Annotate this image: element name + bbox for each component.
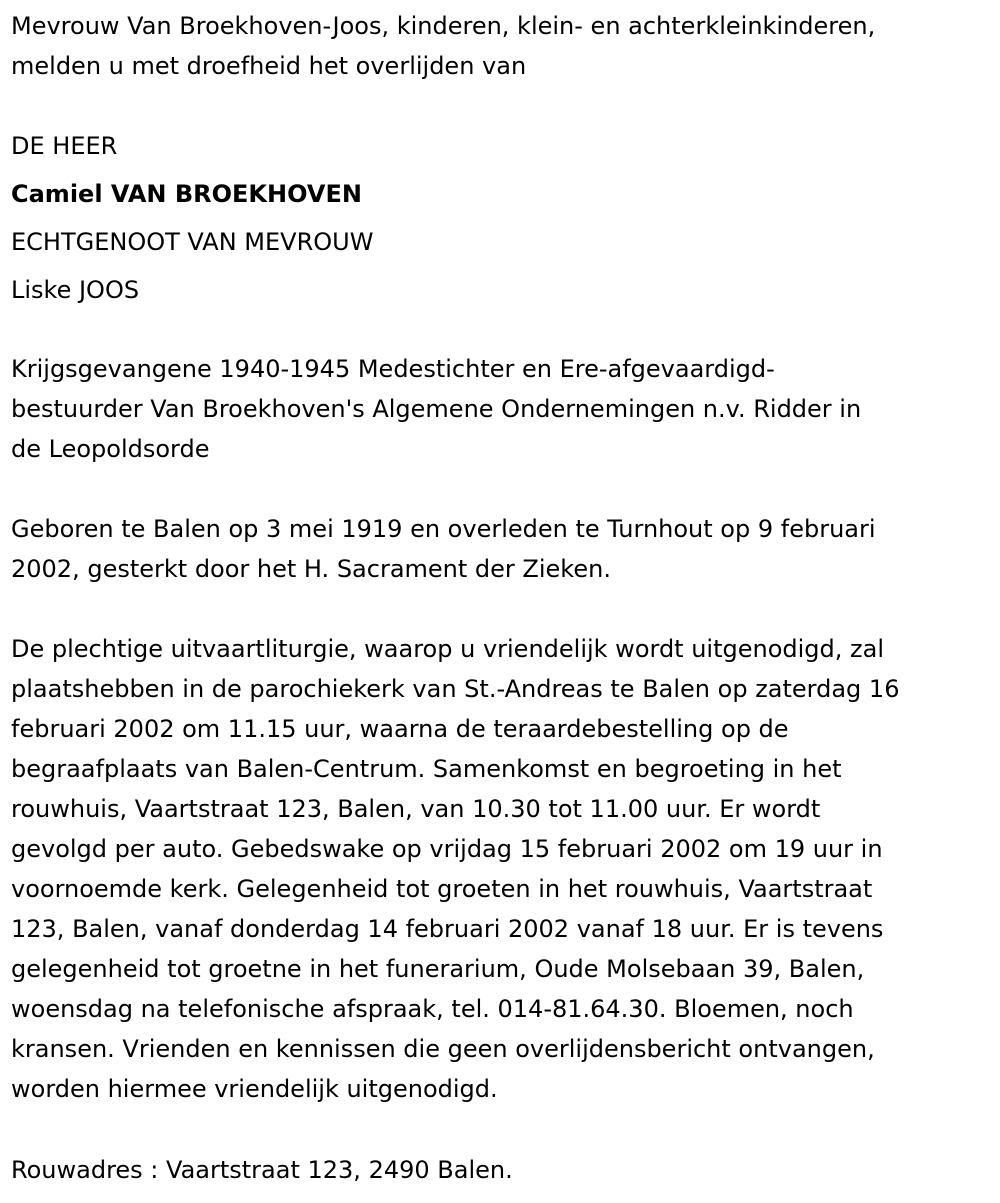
funeral-line: woensdag na telefonische afspraak, tel. 014-81.64.30. Bloemen, noch <box>11 995 854 1023</box>
intro-line: melden u met droefheid het overlijden van <box>11 52 527 80</box>
funeral-line: worden hiermee vriendelijk uitgenodigd. <box>11 1075 498 1103</box>
mourning-address: Rouwadres : Vaartstraat 123, 2490 Balen. <box>11 1156 513 1184</box>
birth-death-line: 2002, gesterkt door het H. Sacrament der Zieken. <box>11 555 611 583</box>
funeral-line: gevolgd per auto. Gebedswake op vrijdag 15 februari 2002 om 19 uur in <box>11 835 883 863</box>
deceased-relation: ECHTGENOOT VAN MEVROUW <box>11 228 374 256</box>
funeral-line: rouwhuis, Vaartstraat 123, Balen, van 10.30 tot 11.00 uur. Er wordt <box>11 795 821 823</box>
funeral-line: begraafplaats van Balen-Centrum. Samenkomst en begroeting in het <box>11 755 842 783</box>
spouse-name: Liske JOOS <box>11 276 140 304</box>
funeral-line: gelegenheid tot groetne in het funerarium, Oude Molsebaan 39, Balen, <box>11 955 865 983</box>
birth-death-line: Geboren te Balen op 3 mei 1919 en overleden te Turnhout op 9 februari <box>11 515 876 543</box>
biography-line: bestuurder Van Broekhoven's Algemene Ondernemingen n.v. Ridder in <box>11 395 862 423</box>
deceased-title: DE HEER <box>11 132 118 160</box>
birth-death-paragraph <box>11 509 986 589</box>
intro-line: Mevrouw Van Broekhoven-Joos, kinderen, klein- en achterkleinkinderen, <box>11 12 876 40</box>
address-paragraph <box>11 1150 986 1190</box>
deceased-name: Camiel VAN BROEKHOVEN <box>11 180 362 208</box>
funeral-paragraph <box>11 629 986 1109</box>
funeral-line: voornoemde kerk. Gelegenheid tot groeten in het rouwhuis, Vaartstraat <box>11 875 873 903</box>
funeral-line: kransen. Vrienden en kennissen die geen overlijdensbericht ontvangen, <box>11 1035 875 1063</box>
deceased-block <box>11 122 986 314</box>
biography-line: de Leopoldsorde <box>11 435 210 463</box>
funeral-line: 123, Balen, vanaf donderdag 14 februari 2002 vanaf 18 uur. Er is tevens <box>11 915 884 943</box>
biography-line: Krijgsgevangene 1940-1945 Medestichter en Ere-afgevaardigd- <box>11 355 775 383</box>
intro-paragraph <box>11 6 986 86</box>
biography-paragraph <box>11 349 986 469</box>
funeral-line: De plechtige uitvaartliturgie, waarop u vriendelijk wordt uitgenodigd, zal <box>11 635 884 663</box>
funeral-line: plaatshebben in de parochiekerk van St.-Andreas te Balen op zaterdag 16 <box>11 675 900 703</box>
funeral-line: februari 2002 om 11.15 uur, waarna de teraardebestelling op de <box>11 715 789 743</box>
